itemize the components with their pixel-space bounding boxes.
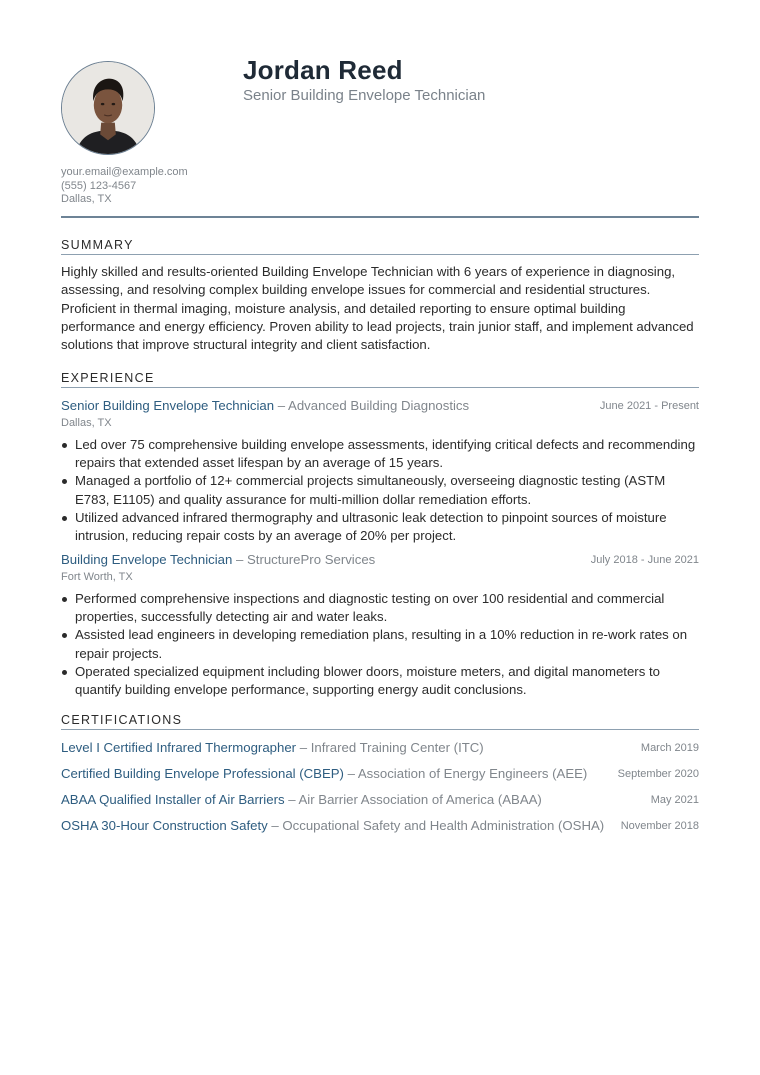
job-role: Building Envelope Technician — [61, 552, 233, 567]
certification-name: Certified Building Envelope Professional (CBEP) — [61, 766, 344, 781]
experience-item — [61, 397, 699, 545]
job-bullets — [61, 590, 699, 699]
summary-divider — [61, 254, 699, 255]
experience-item-header — [61, 397, 699, 415]
experience-item-header — [61, 551, 699, 569]
job-bullet: Assisted lead engineers in developing remediation plans, resulting in a 10% reduction in re-work rates on repair projects. — [61, 626, 699, 662]
certification-issuer: Air Barrier Association of America (ABAA) — [298, 792, 542, 807]
candidate-title: Senior Building Envelope Technician — [243, 87, 486, 104]
job-company: StructurePro Services — [247, 552, 376, 567]
certification-item — [61, 817, 699, 835]
job-bullet: Performed comprehensive inspections and diagnostic testing on over 100 residential and commercial properties, successfully detecting air and water leaks. — [61, 590, 699, 626]
certifications-divider — [61, 729, 699, 730]
summary-text: Highly skilled and results-oriented Building Envelope Technician with 6 years of experience in diagnosing, assessing, and resolving complex building envelope issues for commercial and residential structures. Proficient in thermal imaging, moisture analysis, and detailed reporting to ensure optimal building performance and energy efficiency. Proven ability to lead projects, train junior staff, and implement advanced solutions that improve structural integrity and client satisfaction. — [61, 264, 694, 353]
certification-date: November 2018 — [620, 820, 699, 832]
person-photo-icon — [62, 62, 154, 154]
certification-issuer: Occupational Safety and Health Administration (OSHA) — [282, 818, 605, 833]
certification-separator: – — [267, 818, 283, 833]
certification-name: Level I Certified Infrared Thermographer — [61, 740, 297, 755]
job-company: Advanced Building Diagnostics — [288, 398, 470, 413]
candidate-name: Jordan Reed — [243, 55, 403, 85]
job-bullet: Managed a portfolio of 12+ commercial projects simultaneously, overseeing diagnostic testing (ASTM E783, E1105) and quality assurance for multi-million dollar remediation efforts. — [61, 472, 699, 508]
certifications-heading: CERTIFICATIONS — [61, 713, 183, 727]
certification-item — [61, 765, 699, 783]
certification-item — [61, 791, 699, 809]
profile-photo — [61, 61, 155, 155]
job-bullets — [61, 436, 699, 545]
certification-issuer: Association of Energy Engineers (AEE) — [357, 766, 588, 781]
certification-separator: – — [343, 766, 358, 781]
job-bullet: Operated specialized equipment including blower doors, moisture meters, and digital manometers to quantify building envelope performance, supporting energy audit conclusions. — [61, 663, 699, 699]
job-location: Dallas, TX — [61, 417, 112, 429]
certification-date: May 2021 — [650, 794, 699, 806]
contact-location: Dallas, TX — [61, 193, 112, 205]
summary-heading: SUMMARY — [61, 238, 134, 252]
job-separator: – — [232, 552, 247, 567]
certification-separator: – — [296, 740, 311, 755]
certification-issuer: Infrared Training Center (ITC) — [310, 740, 484, 755]
job-separator: – — [274, 398, 289, 413]
certification-item — [61, 739, 699, 757]
experience-heading: EXPERIENCE — [61, 371, 155, 385]
job-bullet: Utilized advanced infrared thermography and ultrasonic leak detection to pinpoint sources of moisture intrusion, reducing repair costs by an average of 20% per project. — [61, 509, 699, 545]
job-role: Senior Building Envelope Technician — [61, 398, 275, 413]
contact-email[interactable]: your.email@example.com — [61, 166, 188, 178]
certification-name: ABAA Qualified Installer of Air Barriers — [61, 792, 285, 807]
header-divider — [61, 216, 699, 218]
contact-block — [61, 166, 188, 207]
job-location: Fort Worth, TX — [61, 571, 133, 583]
experience-item — [61, 551, 699, 699]
job-dates: June 2021 - Present — [599, 400, 699, 412]
job-bullet: Led over 75 comprehensive building envelope assessments, identifying critical defects and recommending repairs that extended asset lifespan by an average of 15 years. — [61, 436, 699, 472]
certification-name: OSHA 30-Hour Construction Safety — [61, 818, 268, 833]
experience-divider — [61, 387, 699, 388]
contact-phone[interactable]: (555) 123-4567 — [61, 179, 137, 192]
certification-date: September 2020 — [617, 768, 699, 780]
certification-date: March 2019 — [640, 742, 699, 754]
certification-separator: – — [284, 792, 299, 807]
job-dates: July 2018 - June 2021 — [590, 554, 699, 566]
